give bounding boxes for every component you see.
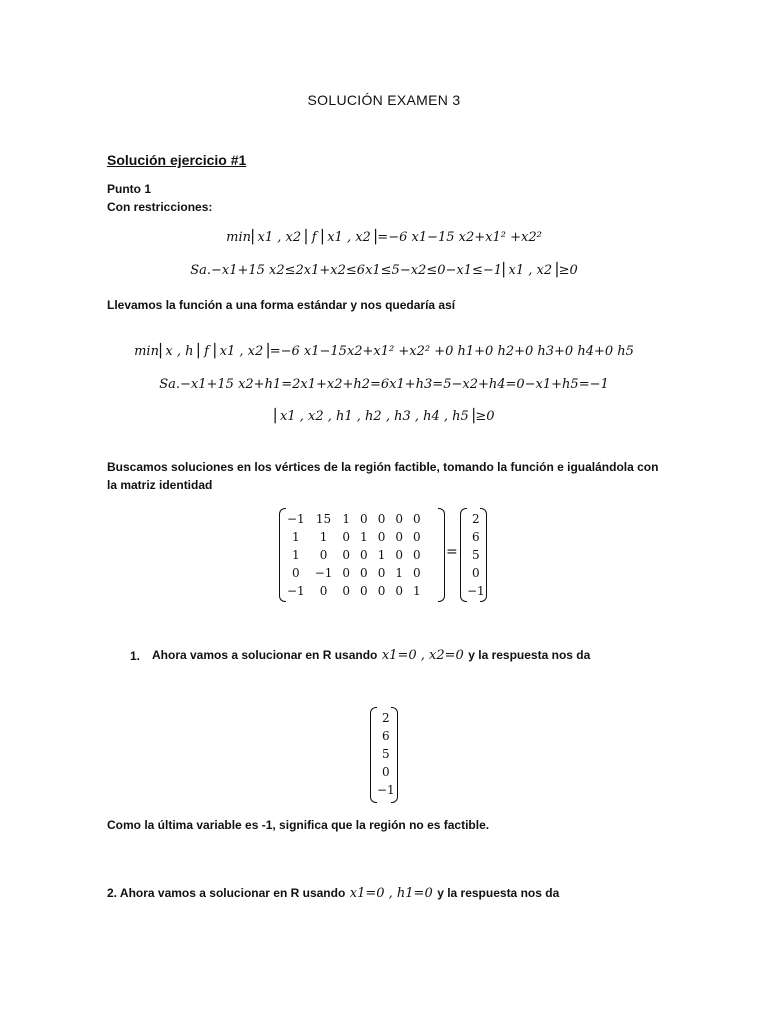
- matrix-cell: 0: [342, 530, 351, 544]
- matrix-cell: 0: [360, 584, 368, 598]
- rhs-cell: −1: [467, 584, 485, 598]
- matrix-equals-sign: =: [446, 544, 458, 560]
- matrix-cell: 0: [395, 548, 403, 562]
- matrix-right-bracket: [438, 508, 445, 602]
- rhs-cell: 0: [472, 566, 480, 580]
- matrix-row: [282, 546, 426, 564]
- objective-equation: min⎜x1 , x2⎟ f ⎜x1 , x2⎟=−6 x1−15 x2+x1² +x2²: [226, 230, 542, 245]
- coefficient-matrix: [282, 510, 426, 600]
- result-cell: 2: [382, 711, 390, 725]
- matrix-row: [282, 564, 426, 582]
- matrix-cell: 0: [412, 512, 421, 526]
- matrix-cell: 0: [412, 566, 421, 580]
- result-cell: 6: [382, 729, 390, 743]
- matrix-row: [282, 510, 426, 528]
- matrix-cell: −1: [287, 512, 305, 526]
- matrix-cell: 0: [342, 548, 351, 562]
- step2-line: [107, 884, 559, 902]
- step1-text-b: y la respuesta nos da: [468, 648, 591, 662]
- matrix-cell: 1: [292, 530, 300, 544]
- restricciones-label: Con restricciones:: [107, 200, 213, 214]
- matrix-cell: 0: [377, 530, 386, 544]
- conclusion-text: Como la última variable es -1, significa que la región no es factible.: [107, 818, 490, 832]
- nonnegativity-equation: ⎜x1 , x2 , h1 , h2 , h3 , h4 , h5⎟≥0: [273, 409, 495, 424]
- result-cell: 5: [382, 747, 390, 761]
- matrix-cell: 0: [395, 512, 403, 526]
- matrix-cell: 1: [360, 530, 368, 544]
- matrix-cell: 1: [292, 548, 300, 562]
- section-heading: Solución ejercicio #1: [107, 152, 247, 168]
- matrix-row: [282, 528, 426, 546]
- matrix-cell: 0: [412, 548, 421, 562]
- rhs-cell: 5: [472, 548, 480, 562]
- matrix-cell: 0: [342, 584, 351, 598]
- rhs-right-bracket: [480, 508, 487, 602]
- matrix-cell: 1: [395, 566, 403, 580]
- matrix-cell: 1: [412, 584, 421, 598]
- matrix-cell: 0: [395, 530, 403, 544]
- matrix-cell: 1: [377, 548, 386, 562]
- matrix-cell: 0: [319, 548, 328, 562]
- step1-line: [152, 646, 590, 664]
- matrix-cell: 0: [360, 566, 368, 580]
- matrix-cell: 0: [377, 584, 386, 598]
- matrix-cell: 0: [377, 512, 386, 526]
- step1-number: 1.: [130, 649, 141, 663]
- constraints-equation: Sa.−x1+15 x2≤2x1+x2≤6x1≤5−x2≤0−x1≤−1⎜x1 , x2⎟≥0: [190, 263, 578, 278]
- matrix-cell: 0: [292, 566, 300, 580]
- result-right-bracket: [391, 707, 398, 803]
- matrix-cell: −1: [287, 584, 305, 598]
- matrix-cell: 0: [412, 530, 421, 544]
- step1-text-a: Ahora vamos a solucionar en R usando: [152, 648, 378, 662]
- matrix-cell: 0: [377, 566, 386, 580]
- step2-text-a: 2. Ahora vamos a solucionar en R usando: [107, 886, 346, 900]
- step2-math: x1=0 , h1=0: [349, 886, 433, 901]
- matrix-row: [282, 582, 426, 600]
- punto-label: Punto 1: [107, 182, 151, 196]
- step1-math: x1=0 , x2=0: [381, 648, 464, 663]
- matrix-cell: −1: [314, 566, 333, 580]
- standard-constraints-equation: Sa.−x1+15 x2+h1=2x1+x2+h2=6x1+h3=5−x2+h4=0−x1+h5=−1: [159, 377, 609, 392]
- vertices-paragraph: Buscamos soluciones en los vértices de la región factible, tomando la función e igualándola con la matriz identidad: [107, 460, 659, 492]
- document-title: SOLUCIÓN EXAMEN 3: [307, 92, 461, 108]
- matrix-cell: 0: [360, 512, 368, 526]
- rhs-cell: 6: [472, 530, 480, 544]
- result-cell: −1: [377, 783, 395, 797]
- matrix-cell: 15: [315, 512, 332, 526]
- step2-text-b: y la respuesta nos da: [437, 886, 560, 900]
- result-cell: 0: [382, 765, 390, 779]
- matrix-cell: 0: [360, 548, 368, 562]
- standard-objective-equation: min⎜x , h⎟ f ⎜x1 , x2⎟=−6 x1−15x2+x1² +x2² +0 h1+0 h2+0 h3+0 h4+0 h5: [134, 344, 634, 359]
- standard-form-text: Llevamos la función a una forma estándar y nos quedaría así: [107, 298, 456, 312]
- matrix-cell: 0: [342, 566, 351, 580]
- rhs-cell: 2: [472, 512, 480, 526]
- matrix-cell: 1: [319, 530, 328, 544]
- matrix-cell: 0: [319, 584, 328, 598]
- matrix-cell: 0: [395, 584, 403, 598]
- matrix-cell: 1: [342, 512, 351, 526]
